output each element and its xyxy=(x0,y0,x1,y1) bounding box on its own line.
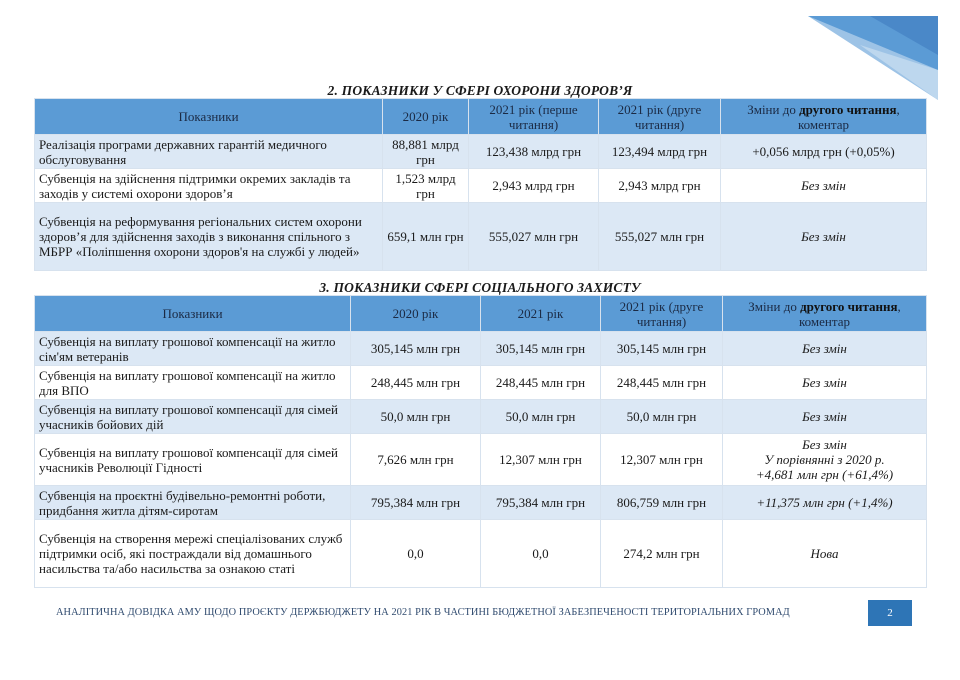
changes-comment: Без змін xyxy=(723,366,927,400)
changes-line-2: У порівнянні з 2020 р. xyxy=(764,452,885,467)
indicator-name: Субвенція на виплату грошової компенсації для сімей учасників Революції Гідності xyxy=(35,434,351,486)
value-2021-second: 2,943 млрд грн xyxy=(599,169,721,203)
indicator-name: Субвенція на здійснення підтримки окремих закладів та заходів у системі охорони здоров’я xyxy=(35,169,383,203)
table-header-row xyxy=(35,99,927,135)
table-row xyxy=(35,169,927,203)
changes-comment: Без змін xyxy=(721,169,927,203)
table-row xyxy=(35,486,927,520)
table-row xyxy=(35,366,927,400)
table-row xyxy=(35,520,927,588)
value-2020: 305,145 млн грн xyxy=(351,332,481,366)
value-2021: 248,445 млн грн xyxy=(481,366,601,400)
value-2021-second: 305,145 млн грн xyxy=(601,332,723,366)
table-row xyxy=(35,332,927,366)
value-2021-first: 2,943 млрд грн xyxy=(469,169,599,203)
value-2021: 795,384 млн грн xyxy=(481,486,601,520)
changes-comment: Без змін xyxy=(721,203,927,271)
footer-title: АНАЛІТИЧНА ДОВІДКА АМУ ЩОДО ПРОЄКТУ ДЕРЖБЮДЖЕТУ НА 2021 РІК В ЧАСТИНІ БЮДЖЕТНОЇ ЗАБЕЗПЕЧЕНОСТІ ТЕРИТОРІАЛЬНИХ ГРОМАД xyxy=(56,607,790,618)
indicator-name: Субвенція на реформування регіональних систем охорони здоров’я для здійснення заходів з виконання спільного з МБРР «Поліпшення охорони здоров'я на службі у людей» xyxy=(35,203,383,271)
table-row xyxy=(35,400,927,434)
col-header-indicators: Показники xyxy=(35,99,383,135)
changes-line-1: Без змін xyxy=(802,437,847,452)
indicator-name: Субвенція на виплату грошової компенсації на житло сім'ям ветеранів xyxy=(35,332,351,366)
table-row xyxy=(35,203,927,271)
value-2020: 248,445 млн грн xyxy=(351,366,481,400)
value-2020: 0,0 xyxy=(351,520,481,588)
value-2021-second: 555,027 млн грн xyxy=(599,203,721,271)
indicator-name: Субвенція на проєктні будівельно-ремонтні роботи, придбання житла дітям-сиротам xyxy=(35,486,351,520)
value-2021-second: 248,445 млн грн xyxy=(601,366,723,400)
table-header-row xyxy=(35,296,927,332)
col-header-2020: 2020 рік xyxy=(383,99,469,135)
changes-comment: +11,375 млн грн (+1,4%) xyxy=(723,486,927,520)
col-header-2020: 2020 рік xyxy=(351,296,481,332)
value-2021-second: 274,2 млн грн xyxy=(601,520,723,588)
indicator-name: Субвенція на виплату грошової компенсації для сімей учасників бойових дій xyxy=(35,400,351,434)
value-2021: 305,145 млн грн xyxy=(481,332,601,366)
changes-line-3: +4,681 млн грн (+61,4%) xyxy=(755,467,894,482)
col-header-changes: Зміни до другого читання, коментар xyxy=(723,296,927,332)
col-header-2021-second: 2021 рік (друге читання) xyxy=(599,99,721,135)
value-2021-second: 12,307 млн грн xyxy=(601,434,723,486)
value-2020: 50,0 млн грн xyxy=(351,400,481,434)
col-header-indicators: Показники xyxy=(35,296,351,332)
value-2021: 50,0 млн грн xyxy=(481,400,601,434)
value-2021-second: 123,494 млрд грн xyxy=(599,135,721,169)
value-2020: 1,523 млрд грн xyxy=(383,169,469,203)
changes-comment: Нова xyxy=(723,520,927,588)
changes-comment: Без змін xyxy=(723,332,927,366)
col-header-2021-second: 2021 рік (друге читання) xyxy=(601,296,723,332)
health-table xyxy=(34,98,927,271)
indicator-name: Субвенція на виплату грошової компенсації на житло для ВПО xyxy=(35,366,351,400)
social-protection-table xyxy=(34,295,927,588)
section-2-title: 2. ПОКАЗНИКИ У СФЕРІ ОХОРОНИ ЗДОРОВ’Я xyxy=(327,83,633,98)
col-header-2021-first: 2021 рік (перше читання) xyxy=(469,99,599,135)
value-2020: 795,384 млн грн xyxy=(351,486,481,520)
changes-comment xyxy=(723,434,927,486)
col-header-2021: 2021 рік xyxy=(481,296,601,332)
col-header-changes: Зміни до другого читання, коментар xyxy=(721,99,927,135)
indicator-name: Реалізація програми державних гарантій медичного обслуговування xyxy=(35,135,383,169)
value-2021-first: 123,438 млрд грн xyxy=(469,135,599,169)
value-2021: 12,307 млн грн xyxy=(481,434,601,486)
changes-comment: +0,056 млрд грн (+0,05%) xyxy=(721,135,927,169)
value-2021-second: 50,0 млн грн xyxy=(601,400,723,434)
section-3-title: 3. ПОКАЗНИКИ СФЕРІ СОЦІАЛЬНОГО ЗАХИСТУ xyxy=(319,280,641,295)
value-2021-second: 806,759 млн грн xyxy=(601,486,723,520)
value-2020: 659,1 млн грн xyxy=(383,203,469,271)
value-2021-first: 555,027 млн грн xyxy=(469,203,599,271)
table-row xyxy=(35,135,927,169)
value-2020: 88,881 млрд грн xyxy=(383,135,469,169)
table-row xyxy=(35,434,927,486)
value-2021: 0,0 xyxy=(481,520,601,588)
indicator-name: Субвенція на створення мережі спеціалізованих служб підтримки осіб, які постраждали від домашнього насильства та/або насильства за ознакою статі xyxy=(35,520,351,588)
page-number-badge: 2 xyxy=(868,600,912,626)
value-2020: 7,626 млн грн xyxy=(351,434,481,486)
changes-comment: Без змін xyxy=(723,400,927,434)
